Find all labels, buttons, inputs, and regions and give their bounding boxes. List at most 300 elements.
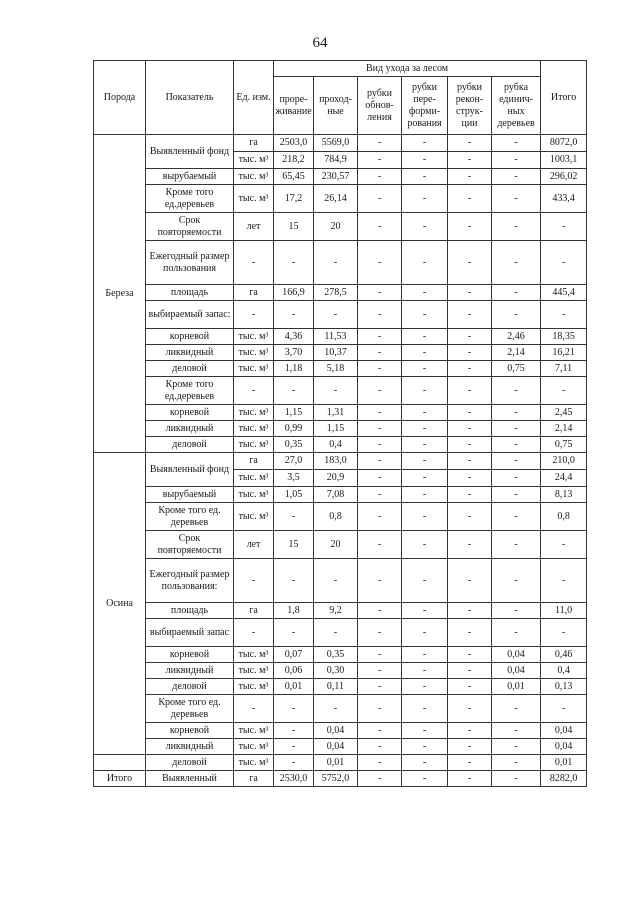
value-cell: 0,75 <box>492 361 541 377</box>
value-cell: 1,05 <box>274 487 314 503</box>
indicator-cell: Кроме того ед.деревьев <box>146 185 234 213</box>
value-cell: - <box>402 619 448 647</box>
value-cell: - <box>358 559 402 603</box>
value-cell: - <box>492 437 541 453</box>
value-cell: - <box>492 185 541 213</box>
value-cell: 10,37 <box>314 345 358 361</box>
value-cell: - <box>492 453 541 470</box>
value-cell: - <box>448 755 492 771</box>
value-cell: 3,5 <box>274 470 314 487</box>
value-cell: - <box>492 301 541 329</box>
unit-cell: га <box>234 603 274 619</box>
indicator-cell: ликвидный <box>146 663 234 679</box>
col-header-group: Вид ухода за лесом <box>274 61 541 77</box>
total-cell: - <box>541 301 587 329</box>
total-cell: - <box>541 241 587 285</box>
value-cell: - <box>402 301 448 329</box>
value-cell: 2,14 <box>492 345 541 361</box>
value-cell: - <box>358 405 402 421</box>
total-cell: 18,35 <box>541 329 587 345</box>
unit-cell: га <box>234 453 274 470</box>
value-cell: - <box>492 470 541 487</box>
value-cell: - <box>358 647 402 663</box>
value-cell: - <box>358 695 402 723</box>
table-row <box>94 755 587 771</box>
value-cell: - <box>402 169 448 185</box>
indicator-cell: Срок повторяемости <box>146 531 234 559</box>
value-cell: 166,9 <box>274 285 314 301</box>
table-row <box>94 723 587 739</box>
value-cell: - <box>448 135 492 152</box>
indicator-cell: корневой <box>146 647 234 663</box>
value-cell: - <box>274 723 314 739</box>
value-cell: 0,04 <box>492 647 541 663</box>
total-cell: 0,46 <box>541 647 587 663</box>
unit-cell: тыс. м³ <box>234 169 274 185</box>
value-cell: - <box>358 470 402 487</box>
value-cell: 230,57 <box>314 169 358 185</box>
value-cell: 5569,0 <box>314 135 358 152</box>
value-cell: - <box>358 663 402 679</box>
table-row <box>94 169 587 185</box>
unit-cell: - <box>234 695 274 723</box>
total-cell: 445,4 <box>541 285 587 301</box>
total-cell: 433,4 <box>541 185 587 213</box>
value-cell: - <box>358 285 402 301</box>
value-cell: - <box>448 453 492 470</box>
unit-cell: - <box>234 301 274 329</box>
total-cell: 0,8 <box>541 503 587 531</box>
indicator-cell: выбираемый запас <box>146 619 234 647</box>
indicator-cell: ликвидный <box>146 421 234 437</box>
unit-cell: тыс. м³ <box>234 345 274 361</box>
value-cell: - <box>274 241 314 285</box>
total-cell: 0,75 <box>541 437 587 453</box>
value-cell: - <box>402 213 448 241</box>
total-cell: 16,21 <box>541 345 587 361</box>
table-row <box>94 619 587 647</box>
total-cell: 8,13 <box>541 487 587 503</box>
value-cell: - <box>358 619 402 647</box>
value-cell: - <box>358 679 402 695</box>
value-cell: - <box>358 361 402 377</box>
table-row <box>94 405 587 421</box>
indicator-cell: деловой <box>146 679 234 695</box>
value-cell: - <box>358 503 402 531</box>
value-cell: - <box>402 647 448 663</box>
value-cell: - <box>402 285 448 301</box>
value-cell: 11,53 <box>314 329 358 345</box>
value-cell: - <box>402 135 448 152</box>
value-cell: - <box>492 169 541 185</box>
table-row <box>94 285 587 301</box>
value-cell: - <box>314 377 358 405</box>
total-cell: 0,4 <box>541 663 587 679</box>
value-cell: 1,15 <box>274 405 314 421</box>
table-row <box>94 421 587 437</box>
total-cell: 2,14 <box>541 421 587 437</box>
total-cell: 7,11 <box>541 361 587 377</box>
value-cell: - <box>358 755 402 771</box>
table-body <box>94 135 587 787</box>
total-cell: 1003,1 <box>541 152 587 169</box>
value-cell: - <box>314 241 358 285</box>
value-cell: - <box>358 437 402 453</box>
unit-cell: тыс. м³ <box>234 405 274 421</box>
unit-cell: тыс. м³ <box>234 361 274 377</box>
value-cell: - <box>402 152 448 169</box>
unit-cell: тыс. м³ <box>234 647 274 663</box>
value-cell: - <box>448 169 492 185</box>
value-cell: 20 <box>314 531 358 559</box>
value-cell: - <box>448 152 492 169</box>
value-cell: - <box>358 241 402 285</box>
value-cell: - <box>358 329 402 345</box>
value-cell: - <box>492 771 541 787</box>
total-cell: - <box>541 559 587 603</box>
value-cell: - <box>492 241 541 285</box>
value-cell: - <box>448 241 492 285</box>
value-cell: - <box>402 329 448 345</box>
indicator-cell: Кроме того ед. деревьев <box>146 695 234 723</box>
indicator-cell: вырубаемый <box>146 169 234 185</box>
indicator-cell: ликвидный <box>146 739 234 755</box>
total-cell: 0,04 <box>541 739 587 755</box>
indicator-cell: корневой <box>146 329 234 345</box>
forest-care-table <box>93 60 587 787</box>
table-row <box>94 437 587 453</box>
value-cell: - <box>402 361 448 377</box>
value-cell: - <box>274 695 314 723</box>
unit-cell: - <box>234 619 274 647</box>
table-row <box>94 301 587 329</box>
value-cell: 0,01 <box>314 755 358 771</box>
col-header-single-trees: рубка единич-ных деревьев <box>492 77 541 135</box>
value-cell: 0,06 <box>274 663 314 679</box>
value-cell: - <box>358 487 402 503</box>
unit-cell: тыс. м³ <box>234 437 274 453</box>
value-cell: - <box>358 739 402 755</box>
value-cell: - <box>492 619 541 647</box>
indicator-cell: Срок повторяемости <box>146 213 234 241</box>
value-cell: - <box>448 185 492 213</box>
table-row <box>94 663 587 679</box>
indicator-cell: Кроме того ед. деревьев <box>146 503 234 531</box>
value-cell: 1,18 <box>274 361 314 377</box>
value-cell: - <box>492 559 541 603</box>
value-cell: - <box>402 663 448 679</box>
col-header-species: Порода <box>94 61 146 135</box>
value-cell: - <box>448 647 492 663</box>
value-cell: - <box>448 663 492 679</box>
value-cell: 15 <box>274 213 314 241</box>
value-cell: - <box>402 470 448 487</box>
value-cell: - <box>402 185 448 213</box>
value-cell: 2503,0 <box>274 135 314 152</box>
value-cell: - <box>314 301 358 329</box>
col-header-reformation: рубки пере-форми-рования <box>402 77 448 135</box>
unit-cell: тыс. м³ <box>234 723 274 739</box>
value-cell: - <box>402 241 448 285</box>
unit-cell: тыс. м³ <box>234 185 274 213</box>
table-header <box>94 61 587 135</box>
value-cell: - <box>448 603 492 619</box>
value-cell: - <box>448 301 492 329</box>
species-cell <box>94 755 146 771</box>
unit-cell: тыс. м³ <box>234 470 274 487</box>
value-cell: - <box>274 503 314 531</box>
value-cell: - <box>492 213 541 241</box>
value-cell: - <box>492 405 541 421</box>
total-cell: - <box>541 377 587 405</box>
value-cell: 9,2 <box>314 603 358 619</box>
value-cell: 0,35 <box>314 647 358 663</box>
value-cell: - <box>402 695 448 723</box>
table-row <box>94 361 587 377</box>
table-row <box>94 213 587 241</box>
value-cell: - <box>448 285 492 301</box>
value-cell: - <box>402 405 448 421</box>
col-header-passage: проход-ные <box>314 77 358 135</box>
total-cell: - <box>541 531 587 559</box>
value-cell: 1,8 <box>274 603 314 619</box>
indicator-cell: корневой <box>146 405 234 421</box>
total-cell: 0,04 <box>541 723 587 739</box>
value-cell: - <box>358 213 402 241</box>
value-cell: - <box>492 152 541 169</box>
table-row <box>94 739 587 755</box>
value-cell: 0,04 <box>314 739 358 755</box>
value-cell: - <box>358 169 402 185</box>
value-cell: 2,46 <box>492 329 541 345</box>
total-cell: 0,13 <box>541 679 587 695</box>
value-cell: - <box>358 345 402 361</box>
value-cell: - <box>314 619 358 647</box>
value-cell: - <box>274 739 314 755</box>
total-cell: 8072,0 <box>541 135 587 152</box>
value-cell: 0,04 <box>314 723 358 739</box>
table-row <box>94 329 587 345</box>
value-cell: - <box>402 559 448 603</box>
table-row <box>94 453 587 470</box>
table-row <box>94 345 587 361</box>
value-cell: 0,07 <box>274 647 314 663</box>
unit-cell: лет <box>234 213 274 241</box>
species-cell: Осина <box>94 453 146 755</box>
value-cell: 784,9 <box>314 152 358 169</box>
value-cell: 0,01 <box>492 679 541 695</box>
value-cell: - <box>274 301 314 329</box>
indicator-cell: корневой <box>146 723 234 739</box>
value-cell: 0,4 <box>314 437 358 453</box>
value-cell: 7,08 <box>314 487 358 503</box>
indicator-cell: Выявленный <box>146 771 234 787</box>
value-cell: - <box>274 755 314 771</box>
species-cell: Береза <box>94 135 146 453</box>
value-cell: - <box>492 377 541 405</box>
value-cell: - <box>274 619 314 647</box>
value-cell: - <box>402 723 448 739</box>
value-cell: - <box>448 739 492 755</box>
unit-cell: тыс. м³ <box>234 152 274 169</box>
unit-cell: га <box>234 771 274 787</box>
unit-cell: тыс. м³ <box>234 663 274 679</box>
value-cell: - <box>448 470 492 487</box>
unit-cell: га <box>234 135 274 152</box>
value-cell: - <box>492 531 541 559</box>
col-header-thinning: проре-живание <box>274 77 314 135</box>
indicator-cell: деловой <box>146 361 234 377</box>
species-cell: Итого <box>94 771 146 787</box>
value-cell: - <box>492 135 541 152</box>
table-row <box>94 771 587 787</box>
total-cell: - <box>541 619 587 647</box>
table-row <box>94 185 587 213</box>
table-row <box>94 559 587 603</box>
indicator-cell: Кроме того ед.деревьев <box>146 377 234 405</box>
value-cell: - <box>274 377 314 405</box>
page-number: 64 <box>312 35 328 51</box>
value-cell: 2530,0 <box>274 771 314 787</box>
value-cell: - <box>448 421 492 437</box>
total-cell: 24,4 <box>541 470 587 487</box>
value-cell: 0,30 <box>314 663 358 679</box>
indicator-cell: площадь <box>146 285 234 301</box>
indicator-cell: выбираемый запас: <box>146 301 234 329</box>
unit-cell: - <box>234 559 274 603</box>
value-cell: - <box>448 723 492 739</box>
indicator-cell: деловой <box>146 437 234 453</box>
value-cell: 218,2 <box>274 152 314 169</box>
value-cell: 1,31 <box>314 405 358 421</box>
value-cell: 183,0 <box>314 453 358 470</box>
unit-cell: тыс. м³ <box>234 487 274 503</box>
value-cell: 0,01 <box>274 679 314 695</box>
indicator-cell: вырубаемый <box>146 487 234 503</box>
col-header-total: Итого <box>541 61 587 135</box>
value-cell: - <box>402 503 448 531</box>
value-cell: - <box>402 531 448 559</box>
value-cell: - <box>448 437 492 453</box>
table-row <box>94 695 587 723</box>
total-cell: - <box>541 695 587 723</box>
table-row <box>94 603 587 619</box>
value-cell: - <box>492 739 541 755</box>
value-cell: - <box>402 739 448 755</box>
value-cell: 20 <box>314 213 358 241</box>
col-header-indicator: Показатель <box>146 61 234 135</box>
value-cell: 0,35 <box>274 437 314 453</box>
value-cell: - <box>402 771 448 787</box>
value-cell: 5752,0 <box>314 771 358 787</box>
value-cell: - <box>492 421 541 437</box>
indicator-cell: Ежегодный размер пользования <box>146 241 234 285</box>
total-cell: 11,0 <box>541 603 587 619</box>
table-row <box>94 679 587 695</box>
table-row <box>94 531 587 559</box>
total-cell: 2,45 <box>541 405 587 421</box>
value-cell: - <box>492 487 541 503</box>
unit-cell: лет <box>234 531 274 559</box>
value-cell: 27,0 <box>274 453 314 470</box>
indicator-cell: деловой <box>146 755 234 771</box>
col-header-reconstruction: рубки рекон-струк-ции <box>448 77 492 135</box>
value-cell: - <box>448 679 492 695</box>
table-row <box>94 377 587 405</box>
value-cell: - <box>358 421 402 437</box>
value-cell: 15 <box>274 531 314 559</box>
unit-cell: тыс. м³ <box>234 755 274 771</box>
indicator-cell: Ежегодный размер пользования: <box>146 559 234 603</box>
value-cell: 26,14 <box>314 185 358 213</box>
value-cell: - <box>492 285 541 301</box>
value-cell: - <box>492 723 541 739</box>
col-header-renewal: рубки обнов-ления <box>358 77 402 135</box>
value-cell: - <box>448 619 492 647</box>
value-cell: 65,45 <box>274 169 314 185</box>
value-cell: - <box>448 377 492 405</box>
value-cell: - <box>358 152 402 169</box>
value-cell: 0,8 <box>314 503 358 531</box>
value-cell: - <box>448 771 492 787</box>
value-cell: - <box>402 377 448 405</box>
value-cell: - <box>448 405 492 421</box>
value-cell: - <box>448 531 492 559</box>
indicator-cell: Выявленный фонд <box>146 453 234 487</box>
value-cell: - <box>358 453 402 470</box>
value-cell: 1,15 <box>314 421 358 437</box>
value-cell: - <box>448 695 492 723</box>
value-cell: - <box>314 559 358 603</box>
value-cell: - <box>274 559 314 603</box>
value-cell: - <box>448 503 492 531</box>
value-cell: 0,11 <box>314 679 358 695</box>
table-row <box>94 135 587 152</box>
value-cell: 5,18 <box>314 361 358 377</box>
table-row <box>94 241 587 285</box>
value-cell: - <box>402 679 448 695</box>
col-header-unit: Ед. изм. <box>234 61 274 135</box>
value-cell: - <box>448 329 492 345</box>
value-cell: 0,04 <box>492 663 541 679</box>
value-cell: - <box>402 421 448 437</box>
table-row <box>94 647 587 663</box>
unit-cell: тыс. м³ <box>234 679 274 695</box>
value-cell: - <box>492 695 541 723</box>
value-cell: - <box>402 603 448 619</box>
value-cell: 278,5 <box>314 285 358 301</box>
value-cell: - <box>402 345 448 361</box>
unit-cell: - <box>234 241 274 285</box>
value-cell: - <box>358 531 402 559</box>
value-cell: - <box>448 361 492 377</box>
value-cell: - <box>402 453 448 470</box>
value-cell: - <box>448 487 492 503</box>
unit-cell: тыс. м³ <box>234 739 274 755</box>
value-cell: - <box>448 345 492 361</box>
total-cell: 0,01 <box>541 755 587 771</box>
total-cell: - <box>541 213 587 241</box>
table-row <box>94 503 587 531</box>
value-cell: - <box>402 487 448 503</box>
value-cell: 17,2 <box>274 185 314 213</box>
unit-cell: тыс. м³ <box>234 421 274 437</box>
value-cell: - <box>358 135 402 152</box>
value-cell: - <box>314 695 358 723</box>
value-cell: 20,9 <box>314 470 358 487</box>
indicator-cell: ликвидный <box>146 345 234 361</box>
value-cell: - <box>358 185 402 213</box>
